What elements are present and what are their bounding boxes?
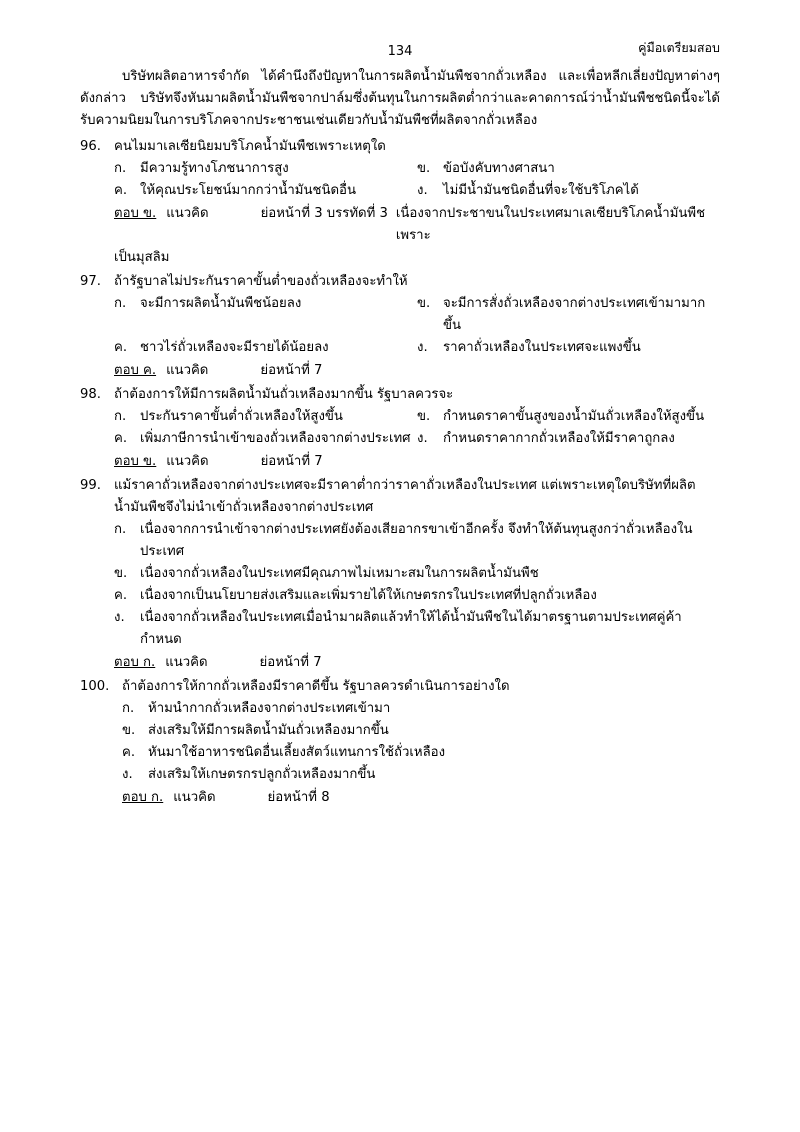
answer-reference: ย่อหน้าที่ 8 [267, 790, 330, 805]
question-text: ถ้าต้องการให้มีการผลิตน้ำมันถั่วเหลืองมากขึ้น รัฐบาลควรจะ [114, 387, 454, 402]
answer-explanation-cont: เป็นมุสลิม [114, 250, 170, 265]
choice-text: ส่งเสริมให้เกษตรกรปลูกถั่วเหลืองมากขึ้น [148, 767, 376, 782]
choice-item[interactable] [114, 180, 417, 202]
question-line [80, 475, 720, 519]
choice-text: ข้อบังคับทางศาสนา [443, 161, 555, 176]
answer-idea-label: แนวคิด [166, 454, 209, 469]
choice-text: ห้ามนำกากถั่วเหลืองจากต่างประเทศเข้ามา [148, 701, 391, 716]
answer-idea-label: แนวคิด [173, 790, 216, 805]
choice-item[interactable] [114, 337, 417, 359]
page-content [80, 66, 720, 809]
choice-label: ง. [122, 767, 133, 782]
choice-list [114, 406, 720, 450]
choice-label: ง. [114, 610, 125, 625]
choice-text: ประกันราคาขั้นต่ำถั่วเหลืองให้สูงขึ้น [140, 409, 343, 424]
question-number: 99. [80, 478, 101, 493]
answer-reference: ย่อหน้าที่ 7 [260, 454, 323, 469]
choice-text: เนื่องจากถั่วเหลืองในประเทศเมื่อนำมาผลิตแล้วทำให้ได้น้ำมันพืชในได้มาตรฐานตามประเทศคู่ค้ากำหนด [140, 610, 682, 647]
answer-label: ตอบ ก. [114, 655, 156, 670]
choice-text: เพิ่มภาษีการนำเข้าของถั่วเหลืองจากต่างประเทศ [140, 431, 411, 446]
choice-text: กำหนดราคากากถั่วเหลืองให้มีราคาถูกลง [443, 431, 675, 446]
choice-item[interactable] [417, 428, 720, 450]
question-block [80, 136, 720, 269]
choice-label: ก. [122, 701, 135, 716]
question-line [80, 676, 720, 698]
choice-label: ก. [114, 522, 127, 537]
question-block [80, 475, 720, 674]
choice-label: ข. [114, 566, 128, 581]
choice-item[interactable] [417, 337, 720, 359]
choice-text: มีความรู้ทางโภชนาการสูง [140, 161, 289, 176]
page-number: 134 [387, 44, 413, 59]
answer-reference: ย่อหน้าที่ 7 [259, 655, 322, 670]
answer-label: ตอบ ค. [114, 363, 157, 378]
answer-idea-label: แนวคิด [166, 206, 209, 221]
question-line [80, 384, 720, 406]
choice-text: ราคาถั่วเหลืองในประเทศจะแพงขึ้น [443, 340, 641, 355]
choice-item[interactable] [114, 519, 720, 563]
choice-label: ก. [114, 161, 127, 176]
answer-explanation: เนื่องจากประชาขนในประเทศมาเลเซียบริโภคน้ำมันพืชเพราะ [395, 206, 706, 243]
choice-label: ข. [417, 409, 431, 424]
choice-item[interactable] [122, 720, 720, 742]
question-line [80, 271, 720, 293]
choice-text: เนื่องจากถั่วเหลืองในประเทศมีคุณภาพไม่เหมาะสมในการผลิตน้ำมันพืช [140, 566, 539, 581]
question-number: 100. [80, 679, 110, 694]
answer-row [114, 652, 720, 674]
choice-item[interactable] [114, 428, 417, 450]
choice-item[interactable] [417, 293, 720, 337]
question-block [80, 271, 720, 382]
question-text: ถ้ารัฐบาลไม่ประกันราคาขั้นต่ำของถั่วเหลืองจะทำให้ [114, 274, 408, 289]
answer-row [122, 787, 720, 809]
choice-label: ค. [114, 588, 128, 603]
choice-label: ง. [417, 183, 428, 198]
choice-text: จะมีการสั่งถั่วเหลืองจากต่างประเทศเข้ามามากขึ้น [443, 296, 706, 333]
answer-row [114, 203, 720, 247]
choice-label: ค. [114, 183, 128, 198]
question-line [80, 136, 720, 158]
intro-paragraph: บริษัทผลิตอาหารจำกัด ได้คำนึงถึงปัญหาในการผลิตน้ำมันพืชจากถั่วเหลือง และเพื่อหลีกเลี่ยงปัญหาต่างๆ ดังกล่าว บริษัทจึงหันมาผลิตน้ำมันพืชจากปาล์มซึ่งต้นทุนในการผลิตต่ำกว่าและคาดการณ์ว่าน้ำมันพืชชนิดนี้จะได้รับความนิยมในการบริโภคจากประชาชนเช่นเดียวกับน้ำมันพืชที่ผลิตจากถั่วเหลือง [80, 69, 720, 128]
choice-item[interactable] [114, 158, 417, 180]
answer-idea-label: แนวคิด [166, 363, 209, 378]
page-header [80, 40, 720, 66]
header-right-label: คู่มือเตรียมสอบ [638, 40, 720, 55]
answer-idea-label: แนวคิด [165, 655, 208, 670]
choice-item[interactable] [417, 158, 720, 180]
answer-reference: ย่อหน้าที่ 3 บรรทัดที่ 3 [260, 206, 388, 221]
question-text: แม้ราคาถั่วเหลืองจากต่างประเทศจะมีราคาต่ำกว่าราคาถั่วเหลืองในประเทศ แต่เพราะเหตุใดบริษัทที่ผลิตน้ำมันพืชจึงไม่นำเข้าถั่วเหลืองจากต่างประเทศ [114, 478, 696, 515]
choice-text: จะมีการผลิตน้ำมันพืชน้อยลง [140, 296, 302, 311]
choice-item[interactable] [114, 406, 417, 428]
choice-text: หันมาใช้อาหารชนิดอื่นเลี้ยงสัตว์แทนการใช้ถั่วเหลือง [148, 745, 446, 760]
choice-item[interactable] [114, 585, 720, 607]
choice-item[interactable] [417, 406, 720, 428]
choice-text: เนื่องจากการนำเข้าจากต่างประเทศยังต้องเสียอากรขาเข้าอีกครั้ง จึงทำให้ต้นทุนสูงกว่าถั่วเหลืองในประเทศ [140, 522, 693, 559]
choice-text: ส่งเสริมให้มีการผลิตน้ำมันถั่วเหลืองมากขึ้น [148, 723, 389, 738]
choice-label: ข. [417, 161, 431, 176]
question-block [80, 384, 720, 473]
question-text: ถ้าต้องการให้กากถั่วเหลืองมีราคาดีขึ้น รัฐบาลควรดำเนินการอย่างใด [122, 679, 510, 694]
choice-item[interactable] [114, 607, 720, 651]
choice-list [114, 158, 720, 202]
question-block [80, 676, 720, 809]
choice-label: ค. [114, 431, 128, 446]
question-text: คนไมมาเลเซียนิยมบริโภคน้ำมันพืชเพราะเหตุใด [114, 139, 386, 154]
answer-label: ตอบ ก. [122, 790, 164, 805]
choice-item[interactable] [114, 293, 417, 337]
choice-text: กำหนดราคาขั้นสูงของน้ำมันถั่วเหลืองให้สูงขึ้น [443, 409, 705, 424]
choice-item[interactable] [114, 563, 720, 585]
choice-item[interactable] [417, 180, 720, 202]
choice-label: ก. [114, 409, 127, 424]
choice-label: ค. [114, 340, 128, 355]
choice-text: เนื่องจากเป็นนโยบายส่งเสริมและเพิ่มรายได้ให้เกษตรกรในประเทศที่ปลูกถั่วเหลือง [140, 588, 597, 603]
choice-list [114, 293, 720, 359]
choice-item[interactable] [122, 764, 720, 786]
question-number: 96. [80, 139, 101, 154]
choice-item[interactable] [122, 698, 720, 720]
answer-reference: ย่อหน้าที่ 7 [260, 363, 323, 378]
choice-label: ก. [114, 296, 127, 311]
choice-label: ข. [122, 723, 136, 738]
answer-row [114, 360, 720, 382]
choice-item[interactable] [122, 742, 720, 764]
choice-text: ไม่มีน้ำมันชนิดอื่นที่จะใช้บริโภคได้ [443, 183, 639, 198]
choice-label: ข. [417, 296, 431, 311]
question-number: 97. [80, 274, 101, 289]
choice-label: ค. [122, 745, 136, 760]
choice-label: ง. [417, 431, 428, 446]
answer-row [114, 451, 720, 473]
answer-label: ตอบ ข. [114, 454, 157, 469]
answer-label: ตอบ ข. [114, 206, 157, 221]
choice-text: ให้คุณประโยชน์มากกว่าน้ำมันชนิดอื่น [140, 183, 356, 198]
question-number: 98. [80, 387, 101, 402]
choice-text: ชาวไร่ถั่วเหลืองจะมีรายได้น้อยลง [140, 340, 329, 355]
choice-label: ง. [417, 340, 428, 355]
